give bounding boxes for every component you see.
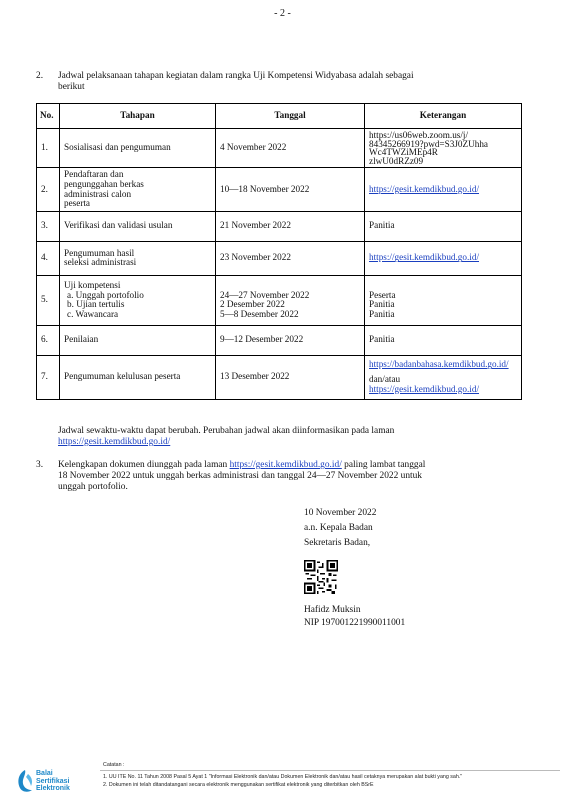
cell-keterangan xyxy=(365,168,522,211)
item3-number: 3. xyxy=(36,460,44,470)
signature-on-behalf: a.n. Kepala Badan xyxy=(304,523,373,533)
cell-keterangan xyxy=(365,325,522,355)
tahapan-text: peserta xyxy=(64,198,91,209)
item2-intro-line1: Jadwal pelaksanaan tahapan kegiatan dalam rangka Uji Kompetensi Widyabasa adalah sebagai xyxy=(58,71,414,81)
cell-no xyxy=(37,325,60,355)
bsre-logo-text xyxy=(36,770,70,793)
table-row xyxy=(37,129,522,168)
keterangan-text: Peserta xyxy=(369,289,396,300)
tahapan-text: seleksi administrasi xyxy=(64,257,137,268)
schedule-note xyxy=(58,426,528,448)
cell-no xyxy=(37,168,60,211)
table-row xyxy=(37,168,522,211)
cell-keterangan xyxy=(365,355,522,399)
tanggal-text: 13 Desember 2022 xyxy=(220,371,290,382)
keterangan-text: Panitia xyxy=(369,309,395,320)
cell-no-text: 2. xyxy=(41,183,48,194)
tahapan-text: administrasi calon xyxy=(64,188,132,199)
tahapan-text: Pendaftaran dan xyxy=(64,169,124,180)
cell-no-text: 6. xyxy=(41,334,48,345)
cell-tahapan xyxy=(60,211,216,241)
keterangan-text: Panitia xyxy=(369,220,395,231)
schedule-note-link[interactable]: https://gesit.kemdikbud.go.id/ xyxy=(58,437,171,447)
footer-note1: 1. UU ITE No. 11 Tahun 2008 Pasal 5 Ayat 1 "Informasi Elektronik dan/atau Dokumen Elektronik dan/atau hasil cetaknya merupakan alat bukti yang sah." xyxy=(103,774,463,780)
tanggal-text: 23 November 2022 xyxy=(220,252,291,263)
tanggal-text: 24—27 November 2022 xyxy=(220,289,310,300)
tanggal-text: 2 Desember 2022 xyxy=(220,299,285,310)
page-number: - 2 - xyxy=(274,8,291,19)
keterangan-text: Wc4TWZiMEp4R xyxy=(369,147,438,158)
cell-tahapan xyxy=(60,241,216,275)
cell-tanggal xyxy=(216,325,365,355)
keterangan-link[interactable]: https://gesit.kemdikbud.go.id/ xyxy=(369,252,479,263)
cell-tahapan xyxy=(60,129,216,168)
cell-tahapan xyxy=(60,325,216,355)
footer-divider xyxy=(100,770,560,771)
cell-no-text: 5. xyxy=(41,294,48,305)
tanggal-text: 21 November 2022 xyxy=(220,220,291,231)
tahapan-text: a. Unggah portofolio xyxy=(67,289,144,300)
cell-no-text: 7. xyxy=(41,371,48,382)
tahapan-text: Uji kompetensi xyxy=(64,280,121,291)
cell-no-text: 4. xyxy=(41,252,48,263)
tahapan-text: Verifikasi dan validasi usulan xyxy=(64,220,173,231)
cell-tahapan xyxy=(60,168,216,211)
header-tahapan: Tahapan xyxy=(60,104,216,129)
signature-position: Sekretaris Badan, xyxy=(304,538,371,548)
cell-no xyxy=(37,355,60,399)
item3-text-before: Kelengkapan dokumen diunggah pada laman xyxy=(58,460,230,470)
keterangan-text: Panitia xyxy=(369,334,395,345)
logo-line2: Sertifikasi xyxy=(36,777,70,785)
tanggal-text: 10—18 November 2022 xyxy=(220,183,310,194)
keterangan-text: 84345266919?pwd=S3J0ZUhha xyxy=(369,138,488,149)
bsre-logo-icon xyxy=(14,768,36,794)
tahapan-text: Pengumuman hasil xyxy=(64,247,135,258)
tahapan-text: Sosialisasi dan pengumuman xyxy=(64,142,171,153)
cell-tahapan xyxy=(60,355,216,399)
cell-keterangan xyxy=(365,211,522,241)
header-no: No. xyxy=(37,104,60,129)
cell-tanggal xyxy=(216,275,365,325)
cell-tahapan xyxy=(60,275,216,325)
keterangan-link[interactable]: https://badanbahasa.kemdikbud.go.id/ xyxy=(369,359,509,370)
cell-no xyxy=(37,129,60,168)
keterangan-text: zlwU0dRZz09 xyxy=(369,155,424,166)
table-row xyxy=(37,325,522,355)
table-row xyxy=(37,241,522,275)
keterangan-link[interactable]: https://gesit.kemdikbud.go.id/ xyxy=(369,383,479,394)
cell-tanggal xyxy=(216,168,365,211)
cell-keterangan xyxy=(365,241,522,275)
tanggal-text: 9—12 Desember 2022 xyxy=(220,334,304,345)
cell-keterangan xyxy=(365,129,522,168)
signature-date: 10 November 2022 xyxy=(304,508,377,518)
logo-line3: Elektronik xyxy=(36,785,70,792)
cell-keterangan xyxy=(365,275,522,325)
logo-line1: Balai xyxy=(36,770,53,777)
tahapan-text: c. Wawancara xyxy=(67,308,119,319)
keterangan-link[interactable]: https://gesit.kemdikbud.go.id/ xyxy=(369,183,479,194)
tahapan-text: pengunggahan berkas xyxy=(64,178,144,189)
item3-line3: unggah portofolio. xyxy=(58,482,128,492)
tahapan-text: Penilaian xyxy=(64,334,99,345)
header-tanggal: Tanggal xyxy=(216,104,365,129)
item2-intro xyxy=(58,71,528,93)
cell-tanggal xyxy=(216,129,365,168)
table-row xyxy=(37,211,522,241)
keterangan-text: Panitia xyxy=(369,299,395,310)
cell-no-text: 3. xyxy=(41,220,48,231)
qr-code-icon xyxy=(304,560,338,594)
signature-block xyxy=(304,508,376,549)
signer-name: Hafidz Muksin xyxy=(304,605,361,615)
schedule-table xyxy=(36,103,522,400)
cell-no xyxy=(37,211,60,241)
cell-tanggal xyxy=(216,355,365,399)
cell-tanggal xyxy=(216,241,365,275)
item3-line2: 18 November 2022 untuk unggah berkas administrasi dan tanggal 24—27 November 2022 untuk xyxy=(58,471,422,481)
item3-link[interactable]: https://gesit.kemdikbud.go.id/ xyxy=(229,460,342,470)
schedule-note-text: Jadwal sewaktu-waktu dapat berubah. Perubahan jadwal akan diinformasikan pada laman xyxy=(58,426,395,436)
item2-intro-line2: berikut xyxy=(58,82,85,92)
item3-text-after: paling lambat tanggal xyxy=(341,460,426,470)
tanggal-text: 4 November 2022 xyxy=(220,142,287,153)
cell-no-text: 1. xyxy=(41,142,48,153)
header-keterangan: Keterangan xyxy=(365,104,522,129)
signer-block xyxy=(304,605,405,629)
footer-catatan: Catatan : xyxy=(103,762,125,768)
table-row xyxy=(37,275,522,325)
item2-number: 2. xyxy=(36,71,44,81)
cell-no xyxy=(37,241,60,275)
cell-no xyxy=(37,275,60,325)
table-row xyxy=(37,355,522,399)
signer-nip: NIP 197001221990011001 xyxy=(304,618,406,628)
cell-tanggal xyxy=(216,211,365,241)
keterangan-text: dan/atau xyxy=(369,373,401,384)
tahapan-text: Pengumuman kelulusan peserta xyxy=(64,371,181,382)
item3-paragraph xyxy=(58,460,528,493)
table-header-row xyxy=(37,104,522,129)
tanggal-text: 5—8 Desember 2022 xyxy=(220,309,299,320)
keterangan-text: https://us06web.zoom.us/j/ xyxy=(369,130,469,140)
tahapan-text: b. Ujian tertulis xyxy=(67,299,125,310)
footer-note2: 2. Dokumen ini telah ditandatangani secara elektronik menggunakan sertifikat elektronik yang diterbitkan oleh BSrE xyxy=(103,782,374,788)
